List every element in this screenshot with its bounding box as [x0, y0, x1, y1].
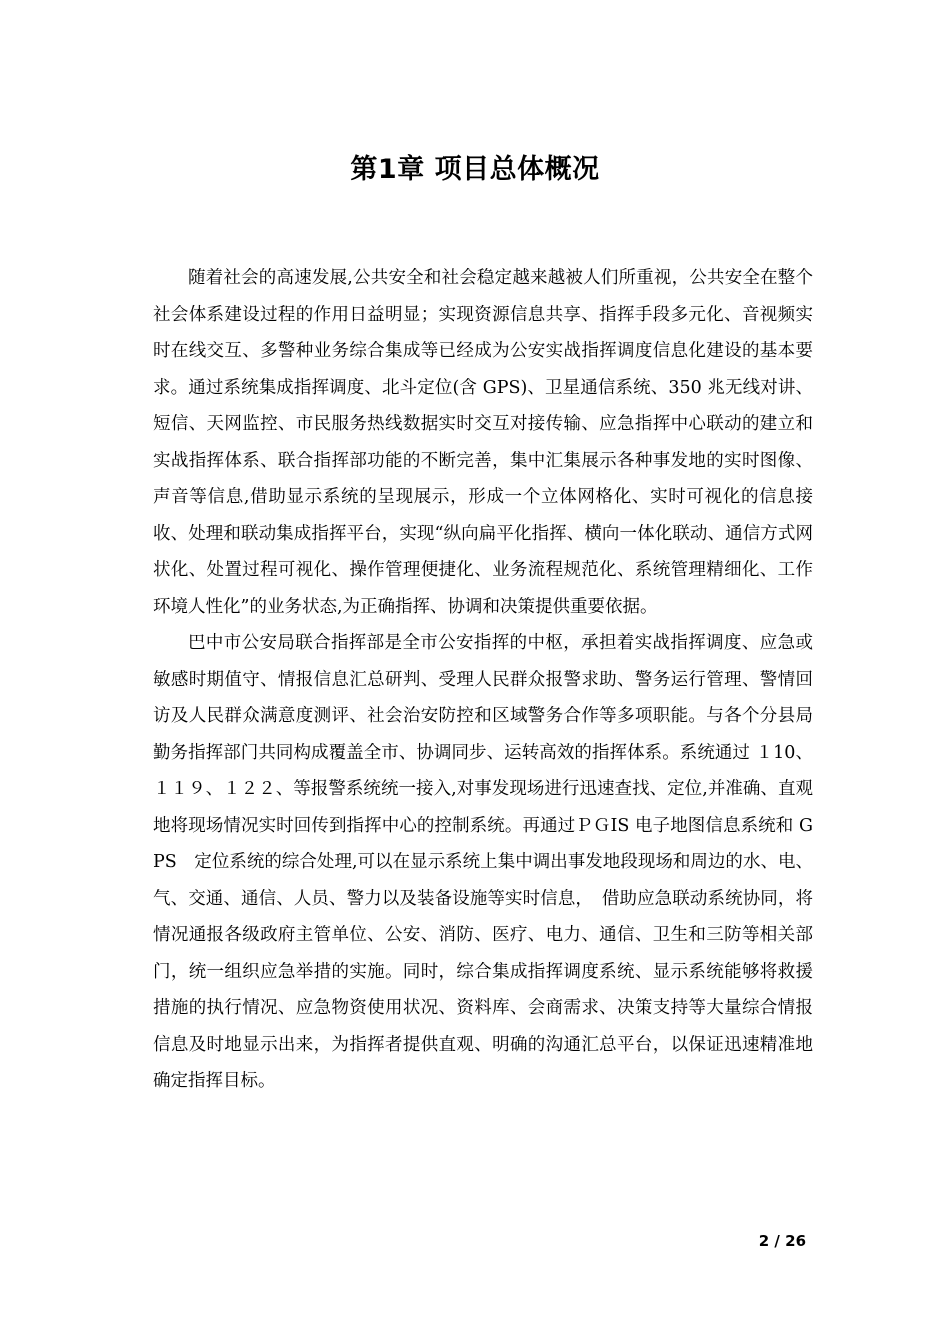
chapter-title: 第1章 项目总体概况 — [350, 154, 600, 185]
paragraph-bazhong-command-center: 巴中市公安局联合指挥部是全市公安指挥的中枢，承担着实战指挥调度、应急或敏感时期值守、情报信息汇总研判、受理人民群众报警求助、警务运行管理、警情回访及人民群众满意度测评、社会治安防控和区域警务合作等多项职能。与各个分县局勤务指挥部门共同构成覆盖全市、协调同步、运转高效的指挥体系。系统通过 １10、１１９、１２２、等报警系统统一接入,对事发现场进行迅速查找、定位,并准确、直观地将现场情况实时回传到指挥中心的控制系统。再通过ＰＧIS 电子地图信息系统和 GPS 定位系统的综合处理,可以在显示系统上集中调出事发地段现场和周边的水、电、气、交通、通信、人员、警力以及装备设施等实时信息， 借助应急联动系统协同，将情况通报各级政府主管单位、公安、消防、医疗、电力、通信、卫生和三防等相关部门，统一组织应急举措的实施。同时，综合集成指挥调度系统、显示系统能够将救援措施的执行情况、应急物资使用状况、资料库、会商需求、决策支持等大量综合情报信息及时地显示出来，为指挥者提供直观、明确的沟通汇总平台，以保证迅速精准地确定指挥目标。 — [153, 633, 813, 1091]
paragraph-public-security-overview: 随着社会的高速发展,公共安全和社会稳定越来越被人们所重视，公共安全在整个社会体系建设过程的作用日益明显；实现资源信息共享、指挥手段多元化、音视频实时在线交互、多警种业务综合集成等已经成为公安实战指挥调度信息化建设的基本要求。通过系统集成指挥调度、北斗定位(含 GPS)、卫星通信系统、350 兆无线对讲、短信、天网监控、市民服务热线数据实时交互对接传输、应急指挥中心联动的建立和实战指挥体系、联合指挥部功能的不断完善，集中汇集展示各种事发地的实时图像、声音等信息,借助显示系统的呈现展示，形成一个立体网格化、实时可视化的信息接收、处理和联动集成指挥平台，实现“纵向扁平化指挥、横向一体化联动、通信方式网状化、处置过程可视化、操作管理便捷化、业务流程规范化、系统管理精细化、工作环境人性化”的业务状态,为正确指挥、协调和决策提供重要依据。 — [153, 268, 813, 617]
page-number: 2 / 26 — [758, 1232, 806, 1250]
body-text — [153, 260, 813, 1100]
